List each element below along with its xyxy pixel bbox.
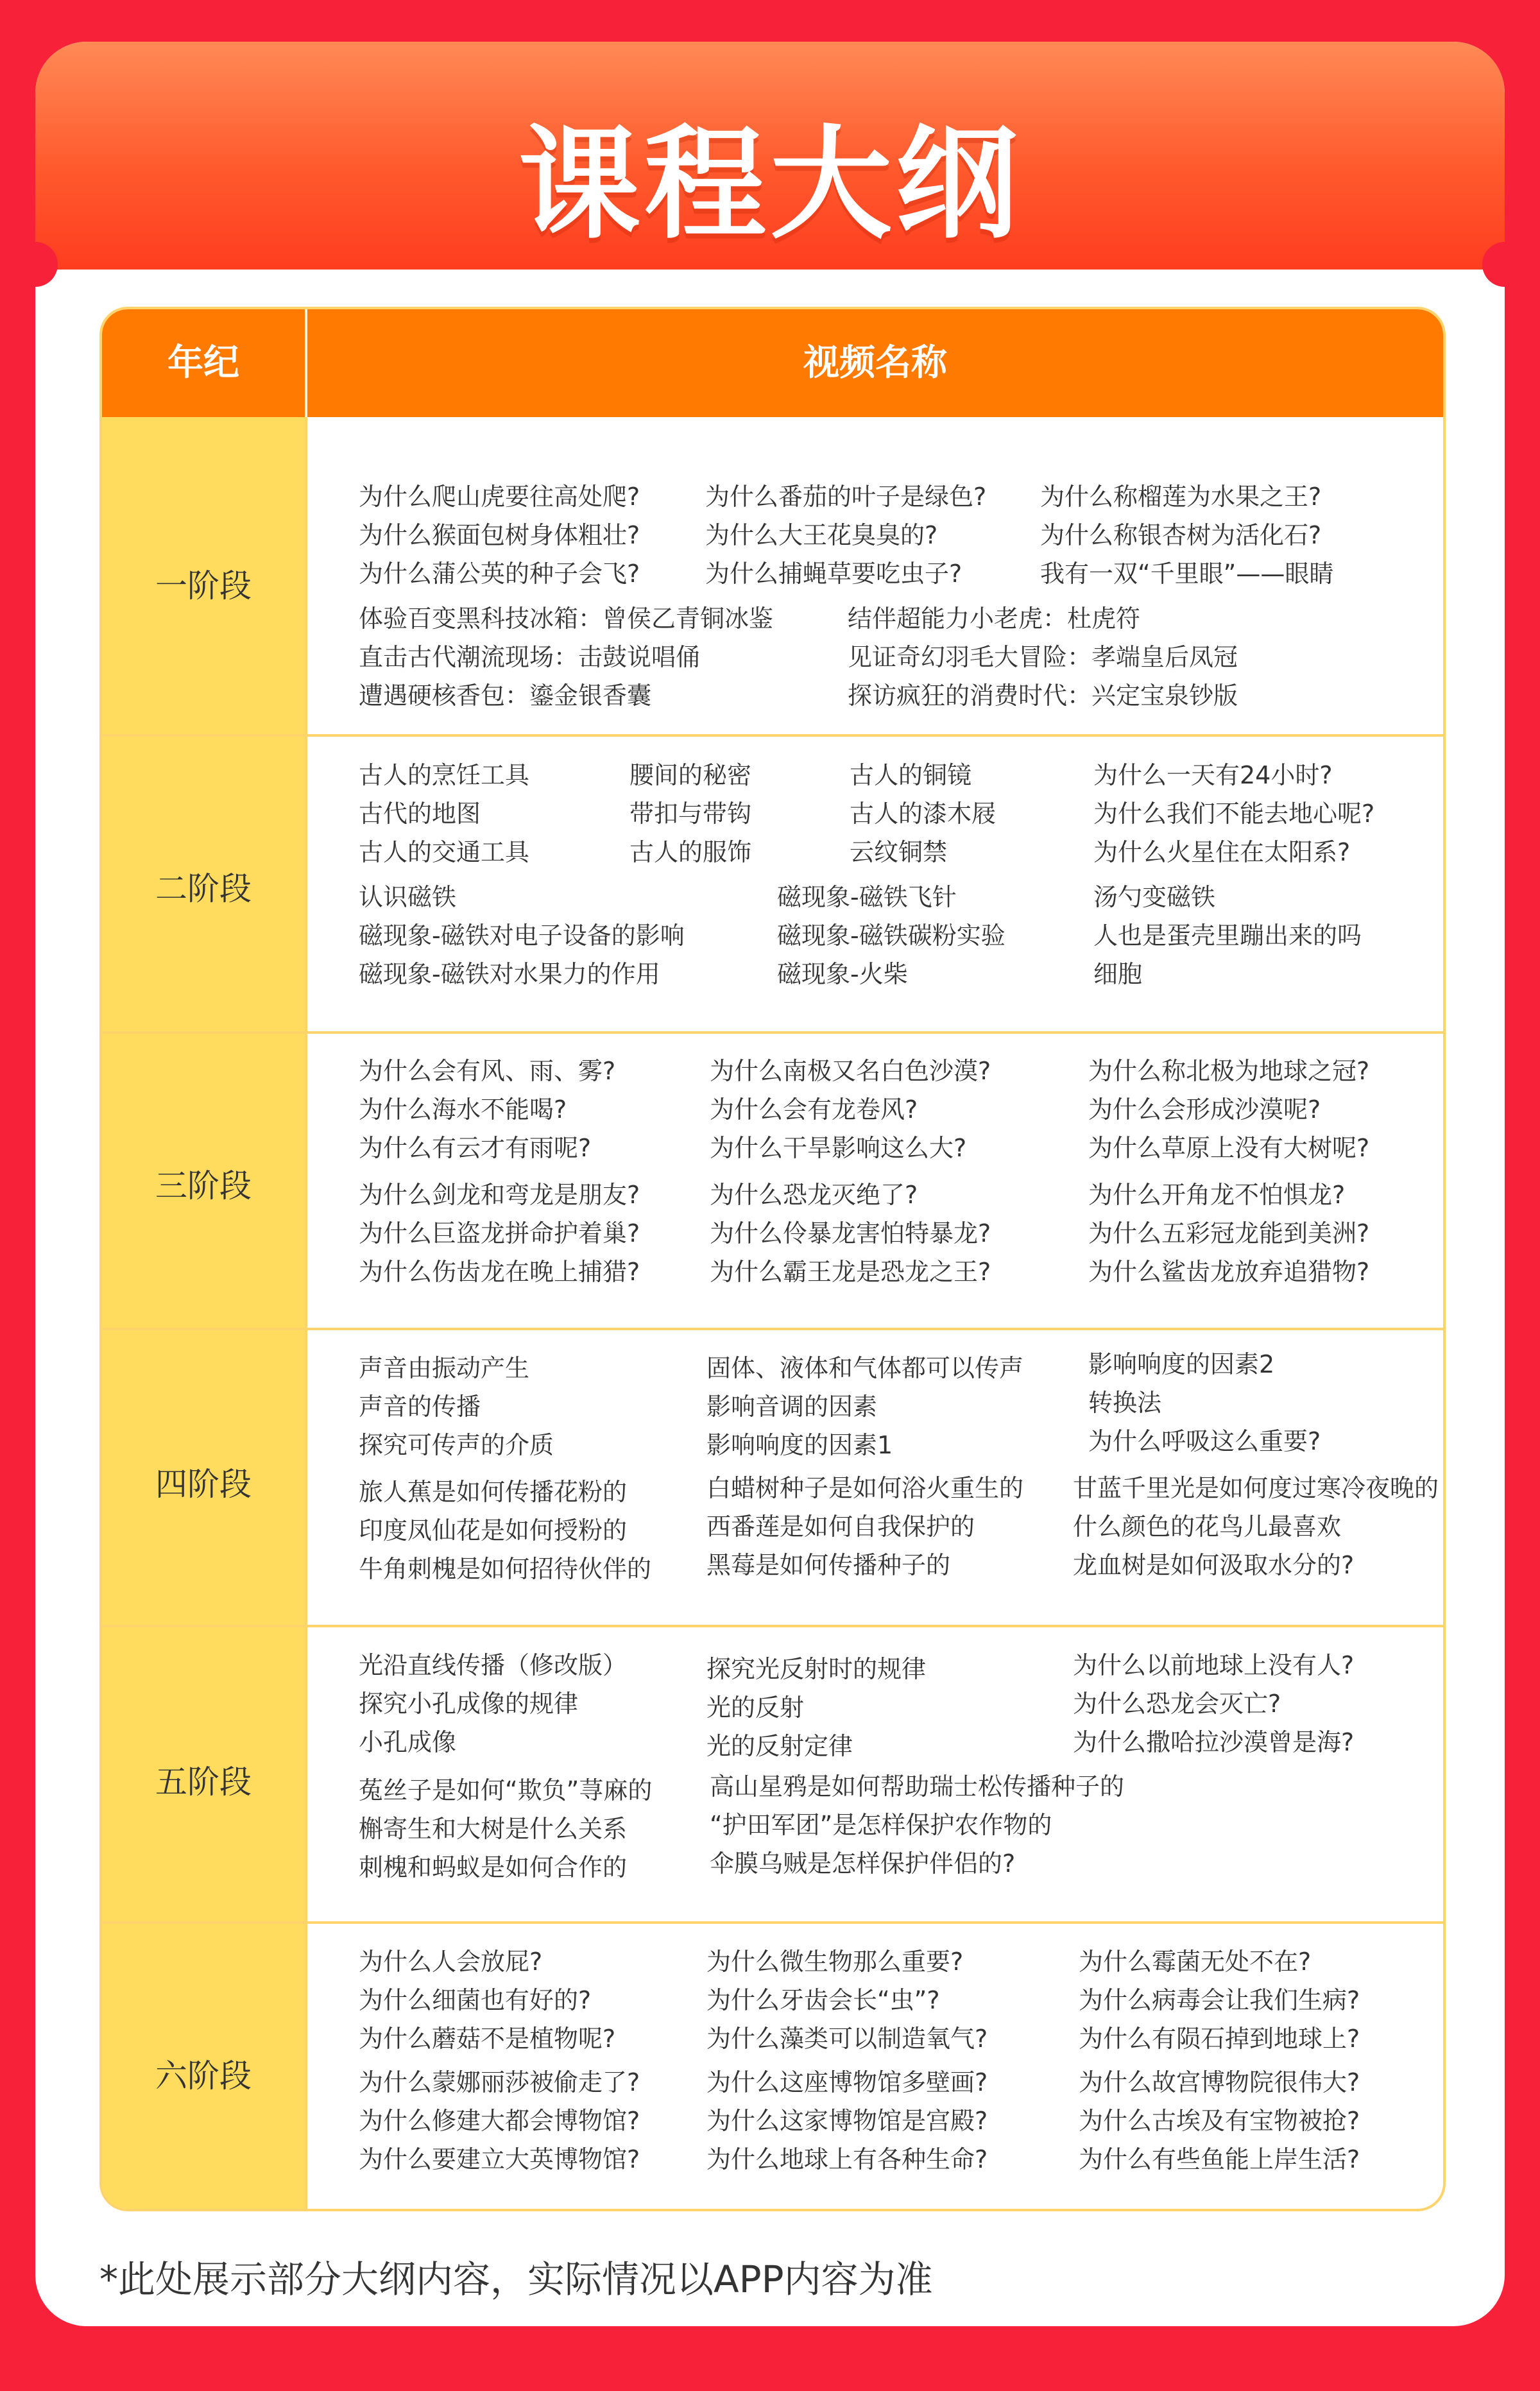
video-item: 为什么海水不能喝? bbox=[359, 1095, 567, 1124]
grade-label: 三阶段 bbox=[155, 1167, 252, 1204]
video-item: 为什么古埃及有宝物被抢? bbox=[1079, 2107, 1360, 2135]
video-list bbox=[359, 2063, 640, 2179]
video-item: 为什么霉菌无处不在? bbox=[1079, 1948, 1312, 1976]
video-item: 为什么恐龙灭绝了? bbox=[710, 1181, 918, 1209]
video-list bbox=[1079, 1942, 1360, 2058]
video-item: 为什么草原上没有大树呢? bbox=[1088, 1134, 1370, 1162]
video-item: 见证奇幻羽毛大冒险：孝端皇后凤冠 bbox=[848, 643, 1238, 671]
video-item: 影响音调的因素 bbox=[706, 1393, 878, 1421]
footnote: *此处展示部分大纲内容，实际情况以APP内容为准 bbox=[99, 2258, 933, 2301]
video-item: 为什么火星住在太阳系? bbox=[1093, 838, 1351, 866]
video-item: 磁现象-火柴 bbox=[777, 960, 908, 988]
video-item: 为什么伶暴龙害怕特暴龙? bbox=[710, 1219, 991, 1247]
video-item: 固体、液体和气体都可以传声 bbox=[706, 1354, 1024, 1382]
video-list bbox=[706, 1349, 1023, 1464]
header-grade: 年纪 bbox=[167, 342, 239, 384]
video-item: 汤勺变磁铁 bbox=[1093, 883, 1216, 911]
video-item: 为什么病毒会让我们生病? bbox=[1079, 1986, 1360, 2014]
video-item: 为什么地球上有各种生命? bbox=[706, 2145, 988, 2173]
video-item: 为什么南极又名白色沙漠? bbox=[710, 1057, 991, 1085]
video-item: 人也是蛋壳里蹦出来的吗 bbox=[1093, 921, 1362, 950]
video-list bbox=[705, 477, 986, 593]
video-list bbox=[710, 1767, 1124, 1883]
video-item: 为什么猴面包树身体粗壮? bbox=[359, 521, 640, 549]
video-list bbox=[710, 1052, 991, 1167]
video-list bbox=[706, 1650, 926, 1765]
video-item: 牛角刺槐是如何招待伙伴的 bbox=[359, 1555, 652, 1583]
video-item: 什么颜色的花鸟儿最喜欢 bbox=[1073, 1513, 1342, 1541]
video-item: 黑莓是如何传播种子的 bbox=[706, 1551, 951, 1579]
video-item: 为什么干旱影响这么大? bbox=[710, 1134, 967, 1162]
video-item: 古人的铜镜 bbox=[850, 761, 972, 789]
video-item: 古人的交通工具 bbox=[359, 838, 530, 866]
video-item: 为什么人会放屁? bbox=[359, 1948, 543, 1976]
video-list bbox=[359, 1473, 651, 1588]
video-item: 认识磁铁 bbox=[359, 883, 457, 911]
video-item: 古代的地图 bbox=[359, 800, 481, 828]
grade-column bbox=[102, 417, 305, 2209]
video-item: 为什么有些鱼能上岸生活? bbox=[1079, 2145, 1360, 2173]
video-item: 为什么称银杏树为活化石? bbox=[1040, 521, 1322, 549]
video-item: 光的反射 bbox=[706, 1693, 805, 1722]
video-item: 为什么要建立大英博物馆? bbox=[359, 2145, 640, 2173]
video-list bbox=[710, 1176, 991, 1291]
row-divider bbox=[102, 1921, 1443, 1924]
video-item: 为什么有陨石掉到地球上? bbox=[1079, 2025, 1360, 2053]
video-item: 云纹铜禁 bbox=[850, 838, 948, 866]
video-item: 为什么蘑菇不是植物呢? bbox=[359, 2025, 616, 2053]
video-item: 探究光反射时的规律 bbox=[706, 1655, 927, 1683]
video-item: 磁现象-磁铁碳粉实验 bbox=[777, 921, 1005, 950]
video-item: “护田军团”是怎样保护农作物的 bbox=[710, 1811, 1052, 1839]
video-list bbox=[359, 1176, 640, 1291]
video-list bbox=[629, 756, 751, 871]
video-list bbox=[1088, 1176, 1369, 1291]
header-video-name: 视频名称 bbox=[803, 342, 947, 384]
video-item: 细胞 bbox=[1093, 960, 1143, 988]
row-divider bbox=[102, 734, 1443, 737]
grade-label: 四阶段 bbox=[155, 1466, 252, 1503]
video-item: 遭遇硬核香包：鎏金银香囊 bbox=[359, 681, 652, 710]
video-item: 为什么称北极为地球之冠? bbox=[1088, 1057, 1370, 1085]
video-item: 古人的服饰 bbox=[629, 838, 752, 866]
video-list bbox=[359, 1349, 554, 1464]
video-item: 甘蓝千里光是如何度过寒冷夜晚的 bbox=[1073, 1474, 1439, 1502]
video-item: 为什么伤齿龙在晚上捕猎? bbox=[359, 1258, 640, 1286]
video-item: 为什么修建大都会博物馆? bbox=[359, 2107, 640, 2135]
video-item: 为什么一天有24小时? bbox=[1093, 761, 1333, 789]
video-list bbox=[359, 1052, 615, 1167]
video-item: 为什么会形成沙漠呢? bbox=[1088, 1095, 1321, 1124]
course-outline-table bbox=[99, 307, 1446, 2211]
video-item: 为什么会有风、雨、雾? bbox=[359, 1057, 616, 1085]
video-list bbox=[1079, 2063, 1360, 2179]
video-item: 为什么呼吸这么重要? bbox=[1088, 1427, 1321, 1455]
grade-label: 五阶段 bbox=[155, 1763, 252, 1801]
video-item: 光沿直线传播（修改版） bbox=[359, 1651, 628, 1679]
video-item: 白蜡树种子是如何浴火重生的 bbox=[706, 1474, 1024, 1502]
video-item: 伞膜乌贼是怎样保护伴侣的? bbox=[710, 1849, 1016, 1878]
video-item: 结伴超能力小老虎：杜虎符 bbox=[848, 604, 1141, 633]
video-list bbox=[359, 477, 640, 593]
column-divider bbox=[305, 417, 307, 2209]
video-item: 旅人蕉是如何传播花粉的 bbox=[359, 1478, 628, 1506]
row-divider bbox=[102, 1328, 1443, 1330]
video-item: 为什么撒哈拉沙漠曾是海? bbox=[1073, 1728, 1355, 1756]
video-item: 为什么开角龙不怕惧龙? bbox=[1088, 1181, 1346, 1209]
video-list bbox=[850, 756, 996, 871]
video-item: 为什么番茄的叶子是绿色? bbox=[705, 483, 987, 511]
video-list bbox=[706, 1469, 1023, 1584]
video-item: 探究小孔成像的规律 bbox=[359, 1690, 579, 1718]
video-item: 为什么微生物那么重要? bbox=[706, 1948, 964, 1976]
video-list bbox=[1073, 1469, 1439, 1584]
grade-label: 六阶段 bbox=[155, 2057, 252, 2095]
video-item: 磁现象-磁铁飞针 bbox=[777, 883, 957, 911]
video-item: 磁现象-磁铁对水果力的作用 bbox=[359, 960, 660, 988]
video-item: 影响响度的因素2 bbox=[1088, 1350, 1275, 1378]
video-item: 我有一双“千里眼”——眼睛 bbox=[1040, 560, 1334, 588]
video-item: 声音由振动产生 bbox=[359, 1354, 530, 1382]
video-item: 刺槐和蚂蚁是如何合作的 bbox=[359, 1853, 628, 1881]
video-list bbox=[1040, 477, 1333, 593]
video-item: 为什么以前地球上没有人? bbox=[1073, 1651, 1355, 1679]
video-item: 古人的漆木屐 bbox=[850, 800, 997, 828]
video-list bbox=[777, 878, 1005, 993]
video-item: 体验百变黑科技冰箱：曾侯乙青铜冰鉴 bbox=[359, 604, 774, 633]
video-item: 探究可传声的介质 bbox=[359, 1431, 554, 1459]
video-list bbox=[1073, 1646, 1354, 1761]
video-item: 为什么蒙娜丽莎被偷走了? bbox=[359, 2068, 640, 2096]
video-item: 为什么有云才有雨呢? bbox=[359, 1134, 592, 1162]
video-item: 声音的传播 bbox=[359, 1393, 481, 1421]
video-item: 为什么藻类可以制造氧气? bbox=[706, 2025, 988, 2053]
video-item: 为什么捕蝇草要吃虫子? bbox=[705, 560, 963, 588]
video-item: 为什么这家博物馆是宫殿? bbox=[706, 2107, 988, 2135]
video-list bbox=[1093, 756, 1374, 871]
video-item: 古人的烹饪工具 bbox=[359, 761, 530, 789]
video-item: 腰间的秘密 bbox=[629, 761, 752, 789]
video-list bbox=[1093, 878, 1362, 993]
video-list bbox=[359, 1771, 652, 1887]
table-header bbox=[102, 309, 1443, 417]
video-list bbox=[359, 756, 529, 871]
grade-label: 二阶段 bbox=[155, 870, 252, 907]
video-item: 为什么大王花臭臭的? bbox=[705, 521, 938, 549]
grade-label: 一阶段 bbox=[155, 567, 252, 604]
video-item: 转换法 bbox=[1088, 1389, 1162, 1417]
video-item: 为什么蒲公英的种子会飞? bbox=[359, 560, 640, 588]
video-item: 西番莲是如何自我保护的 bbox=[706, 1513, 975, 1541]
video-item: 龙血树是如何汲取水分的? bbox=[1073, 1551, 1355, 1579]
video-item: 为什么五彩冠龙能到美洲? bbox=[1088, 1219, 1370, 1247]
video-list bbox=[359, 878, 685, 993]
page-title: 课程大纲 bbox=[518, 114, 1022, 255]
video-item: 光的反射定律 bbox=[706, 1732, 853, 1760]
row-divider bbox=[102, 1031, 1443, 1034]
video-item: 影响响度的因素1 bbox=[706, 1431, 893, 1459]
video-item: 为什么会有龙卷风? bbox=[710, 1095, 918, 1124]
video-item: 探访疯狂的消费时代：兴定宝泉钞版 bbox=[848, 681, 1238, 710]
video-list bbox=[359, 1942, 615, 2058]
card-header bbox=[35, 42, 1505, 270]
video-item: 为什么我们不能去地心呢? bbox=[1093, 800, 1375, 828]
video-list bbox=[706, 2063, 988, 2179]
video-list bbox=[359, 599, 773, 715]
video-item: 为什么恐龙会灭亡? bbox=[1073, 1690, 1281, 1718]
video-item: 槲寄生和大树是什么关系 bbox=[359, 1815, 628, 1843]
video-item: 为什么爬山虎要往高处爬? bbox=[359, 483, 640, 511]
video-item: 带扣与带钩 bbox=[629, 800, 752, 828]
video-item: 直击古代潮流现场：击鼓说唱俑 bbox=[359, 643, 701, 671]
video-item: 印度凤仙花是如何授粉的 bbox=[359, 1516, 628, 1545]
video-list bbox=[1088, 1345, 1321, 1461]
video-item: 为什么霸王龙是恐龙之王? bbox=[710, 1258, 991, 1286]
video-list bbox=[1088, 1052, 1369, 1167]
video-list bbox=[848, 599, 1238, 715]
video-item: 为什么故宫博物院很伟大? bbox=[1079, 2068, 1360, 2096]
video-item: 为什么剑龙和弯龙是朋友? bbox=[359, 1181, 640, 1209]
video-item: 小孔成像 bbox=[359, 1728, 457, 1756]
video-item: 为什么细菌也有好的? bbox=[359, 1986, 592, 2014]
video-item: 为什么鲨齿龙放弃追猎物? bbox=[1088, 1258, 1370, 1286]
video-item: 高山星鸦是如何帮助瑞士松传播种子的 bbox=[710, 1772, 1125, 1801]
video-item: 为什么这座博物馆多壁画? bbox=[706, 2068, 988, 2096]
video-list bbox=[359, 1646, 627, 1761]
video-item: 为什么牙齿会长“虫”? bbox=[706, 1986, 940, 2014]
video-list bbox=[706, 1942, 988, 2058]
outline-card bbox=[35, 42, 1505, 2326]
video-item: 菟丝子是如何“欺负”荨麻的 bbox=[359, 1776, 653, 1804]
video-item: 磁现象-磁铁对电子设备的影响 bbox=[359, 921, 685, 950]
video-item: 为什么巨盗龙拼命护着巢? bbox=[359, 1219, 640, 1247]
video-item: 为什么称榴莲为水果之王? bbox=[1040, 483, 1322, 511]
row-divider bbox=[102, 1625, 1443, 1627]
